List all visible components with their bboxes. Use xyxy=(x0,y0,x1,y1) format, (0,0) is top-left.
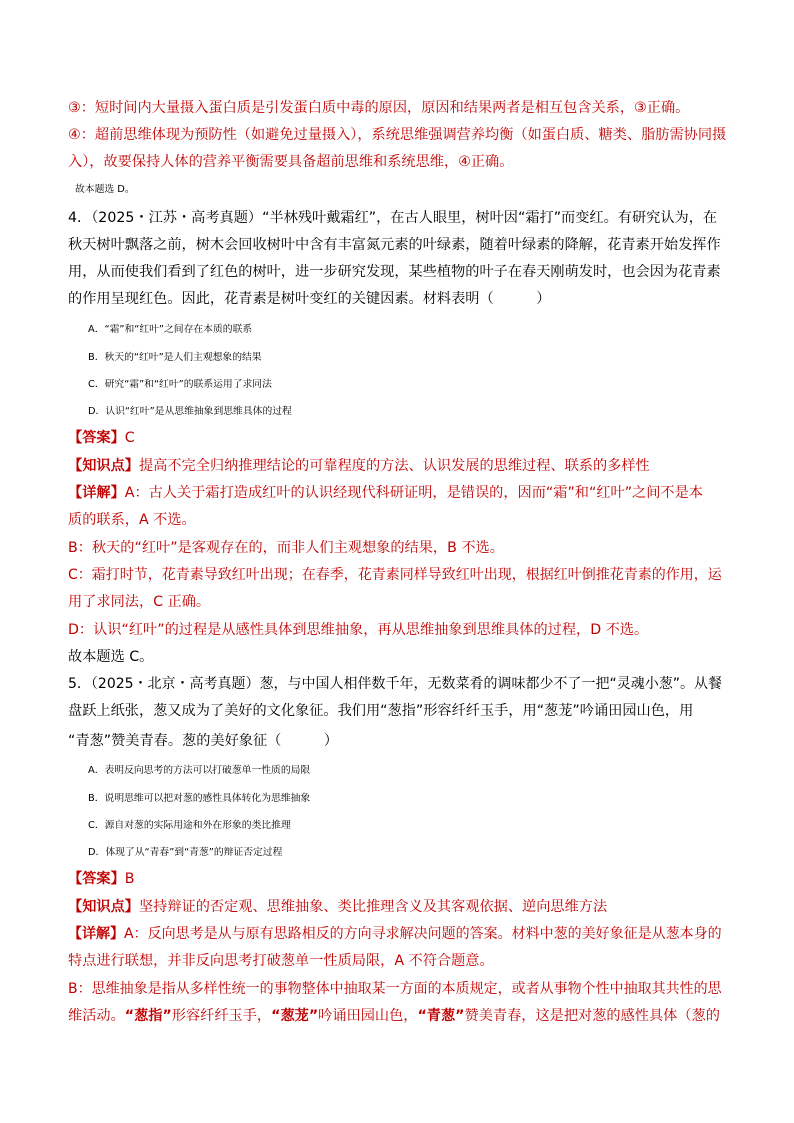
knowledge-text: 提高不完全归纳推理结论的可靠程度的方法、认识发展的思维过程、联系的多样性 xyxy=(138,458,650,474)
knowledge-text: 坚持辩证的否定观、思维抽象、类比推理含义及其客观依据、逆向思维方法 xyxy=(138,899,608,915)
q5-detail-a-line2: 特点进行联想，并非反向思考打破葱单一性质局限，A 不符合题意。 xyxy=(68,953,494,969)
q5-option-d: D．体现了从“青春”到“青葱”的辩证否定过程 xyxy=(88,847,283,858)
q4-stem-line4: 的作用呈现红色。因此，花青素是树叶变红的关键因素。材料表明（ ） xyxy=(68,291,551,307)
q4-stem-line3: 用，从而使我们看到了红色的树叶，进一步研究发现，某些植物的叶子在春天刚萌发时，也会因为花青素 xyxy=(68,264,721,280)
detail-text: A：古人关于霜打造成红叶的认识经现代科研证明，是错误的，因而“霜”和“红叶”之间不是本 xyxy=(124,485,703,501)
detail-label: 【详解】 xyxy=(68,485,125,501)
q5-option-c: C．源自对葱的实际用途和外在形象的类比推理 xyxy=(88,820,291,831)
knowledge-label: 【知识点】 xyxy=(68,458,139,474)
detail-b-text-4: 赞美青春，这是把对葱的感性具体（葱的 xyxy=(464,1008,720,1024)
q4-detail-d: D：认识“红叶”的过程是从感性具体到思维抽象，再从思维抽象到思维具体的过程，D 不选。 xyxy=(68,622,649,638)
q5-detail-a-line1 xyxy=(68,921,728,948)
answer-value: C xyxy=(124,430,135,446)
q4-detail-b: B：秋天的“红叶”是客观存在的，而非人们主观想象的结果，B 不选。 xyxy=(68,540,504,556)
q4-option-d: D．认识“红叶”是从思维抽象到思维具体的过程 xyxy=(88,406,292,417)
quoted-term-qingcong: “青葱” xyxy=(417,1008,465,1024)
knowledge-label: 【知识点】 xyxy=(68,899,139,915)
q4-option-c: C．研究“霜”和“红叶”的联系运用了求同法 xyxy=(88,379,272,390)
q4-detail-a-line1 xyxy=(68,480,728,507)
q4-detail-c-line2: 用了求同法，C 正确。 xyxy=(68,594,211,610)
quoted-term-congzhi: “葱指” xyxy=(124,1008,172,1024)
q5-option-a: A．表明反向思考的方法可以打破葱单一性质的局限 xyxy=(88,765,311,776)
detail-b-text-3: 吟诵田园山色， xyxy=(318,1008,418,1024)
q4-detail-c-line1: C：霜打时节，花青素导致红叶出现；在春季，花青素同样导致红叶出现，根据红叶倒推花青素的作用，运 xyxy=(68,567,722,583)
q4-answer xyxy=(68,425,728,452)
detail-b-text-2: 形容纤纤玉手， xyxy=(171,1008,272,1024)
q5-option-b: B．说明思维可以把对葱的感性具体转化为思维抽象 xyxy=(88,793,311,804)
answer-label: 【答案】 xyxy=(68,430,125,446)
q5-knowledge-points xyxy=(68,894,728,921)
q4-detail-a-line2: 质的联系，A 不选。 xyxy=(68,512,196,528)
quoted-term-conglong: “葱茏” xyxy=(271,1008,319,1024)
q5-stem-line2: 盘跃上纸张，葱又成为了美好的文化象征。我们用“葱指”形容纤纤玉手，用“葱茏”吟诵田园山色，用 xyxy=(68,703,694,719)
q5-detail-b-line1: B：思维抽象是指从多样性统一的事物整体中抽取某一方面的本质规定，或者从事物个性中抽取其共性的思 xyxy=(68,981,722,997)
detail-text: A：反向思考是从与原有思路相反的方向寻求解决问题的答案。材料中葱的美好象征是从葱本身的 xyxy=(124,926,722,942)
prev-analysis-item-3: ③：短时间内大量摄入蛋白质是引发蛋白质中毒的原因，原因和结果两者是相互包含关系，③正确。 xyxy=(68,100,690,116)
detail-b-text-1: 维活动。 xyxy=(68,1008,125,1024)
q5-stem-line1: 5．（2025・北京・高考真题）葱，与中国人相伴数千年，无数菜肴的调味都少不了一把“灵魂小葱”。从餐 xyxy=(68,676,723,692)
q4-knowledge-points xyxy=(68,453,728,480)
prev-analysis-item-4-line2: 入），故要保持人体的营养平衡需要具备超前思维和系统思维，④正确。 xyxy=(68,154,514,170)
q4-conclusion: 故本题选 C。 xyxy=(68,649,154,665)
q4-option-b: B．秋天的“红叶”是人们主观想象的结果 xyxy=(88,352,262,363)
q4-stem-line1: 4．（2025・江苏・高考真题）“半林残叶戴霜红”，在古人眼里，树叶因“霜打”而变红。有研究认为，在 xyxy=(68,210,718,226)
answer-value: B xyxy=(124,871,135,887)
q5-answer xyxy=(68,866,728,893)
answer-label: 【答案】 xyxy=(68,871,125,887)
q4-option-a: A．“霜”和“红叶”之间存在本质的联系 xyxy=(88,324,253,335)
q5-detail-b-line2 xyxy=(68,1003,728,1030)
detail-label: 【详解】 xyxy=(68,926,124,942)
prev-analysis-item-4-line1: ④：超前思维体现为预防性（如避免过量摄入），系统思维强调营养均衡（如蛋白质、糖类、脂肪需协同摄 xyxy=(68,127,727,143)
prev-conclusion: 故本题选 D。 xyxy=(75,184,135,195)
q5-stem-line3: “青葱”赞美青春。葱的美好象征（ ） xyxy=(68,733,339,749)
q4-stem-line2: 秋天树叶飘落之前，树木会回收树叶中含有丰富氮元素的叶绿素，随着叶绿素的降解，花青素开始发挥作 xyxy=(68,237,721,253)
